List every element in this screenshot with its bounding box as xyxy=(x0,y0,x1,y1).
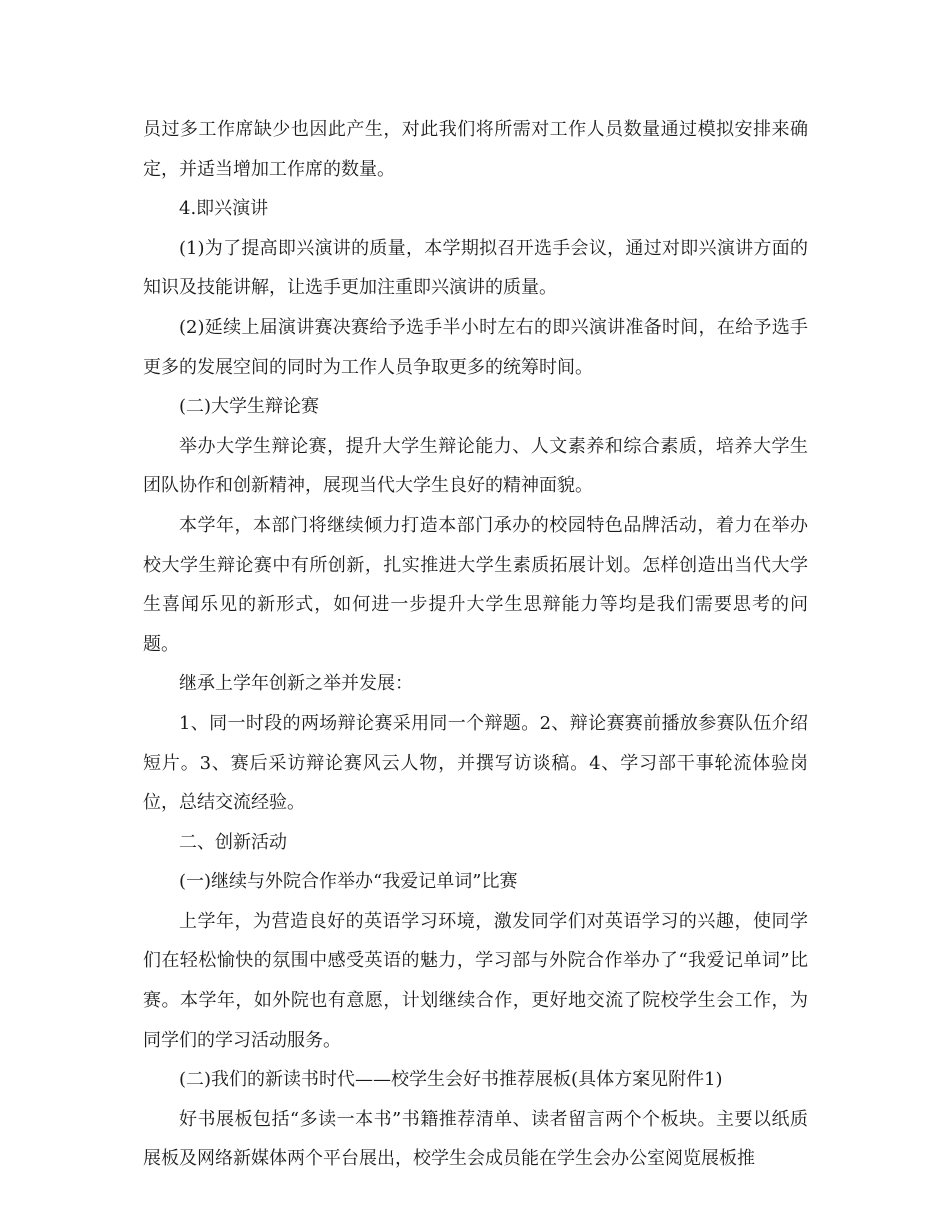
section-heading: (二)我们的新读书时代——校学生会好书推荐展板(具体方案见附件1) xyxy=(179,1069,723,1091)
paragraph: 1、同一时段的两场辩论赛采用同一个辩题。2、辩论赛赛前播放参赛队伍介绍短片。3、赛后采访辩论赛风云人物，并撰写访谈稿。4、学习部干事轮流体验岗位，总结交流经验。 xyxy=(143,712,808,814)
document-body xyxy=(143,110,808,1179)
section-heading: 二、创新活动 xyxy=(179,831,287,853)
paragraph: 举办大学生辩论赛，提升大学生辩论能力、人文素养和综合素质，培养大学生团队协作和创新精神，展现当代大学生良好的精神面貌。 xyxy=(143,435,808,497)
paragraph: 员过多工作席缺少也因此产生，对此我们将所需对工作人员数量通过模拟安排来确定，并适当增加工作席的数量。 xyxy=(143,119,808,180)
section-heading: (二)大学生辩论赛 xyxy=(179,396,320,418)
section-heading: (一)继续与外院合作举办“我爱记单词”比赛 xyxy=(179,871,518,893)
paragraph: 上学年，为营造良好的英语学习环境，激发同学们对英语学习的兴趣，使同学们在轻松愉快的氛围中感受英语的魅力，学习部与外院合作举办了“我爱记单词”比赛。本学年，如外院也有意愿，计划继续合作，更好地交流了院校学生会工作，为同学们的学习活动服务。 xyxy=(143,910,808,1051)
section-heading: 4.即兴演讲 xyxy=(179,198,269,220)
paragraph: (2)延续上届演讲赛决赛给予选手半小时左右的即兴演讲准备时间，在给予选手更多的发展空间的同时为工作人员争取更多的统筹时间。 xyxy=(143,316,808,378)
paragraph: 继承上学年创新之举并发展： xyxy=(179,673,413,695)
paragraph: 好书展板包括“多读一本书”书籍推荐清单、读者留言两个个板块。主要以纸质展板及网络新媒体两个平台展出，校学生会成员能在学生会办公室阅览展板推 xyxy=(143,1108,808,1170)
paragraph: 本学年，本部门将继续倾力打造本部门承办的校园特色品牌活动，着力在举办校大学生辩论赛中有所创新，扎实推进大学生素质拓展计划。怎样创造出当代大学生喜闻乐见的新形式，如何进一步提升大学生思辩能力等均是我们需要思考的问题。 xyxy=(143,514,808,655)
paragraph: (1)为了提高即兴演讲的质量，本学期拟召开选手会议，通过对即兴演讲方面的知识及技能讲解，让选手更加注重即兴演讲的质量。 xyxy=(143,237,808,299)
